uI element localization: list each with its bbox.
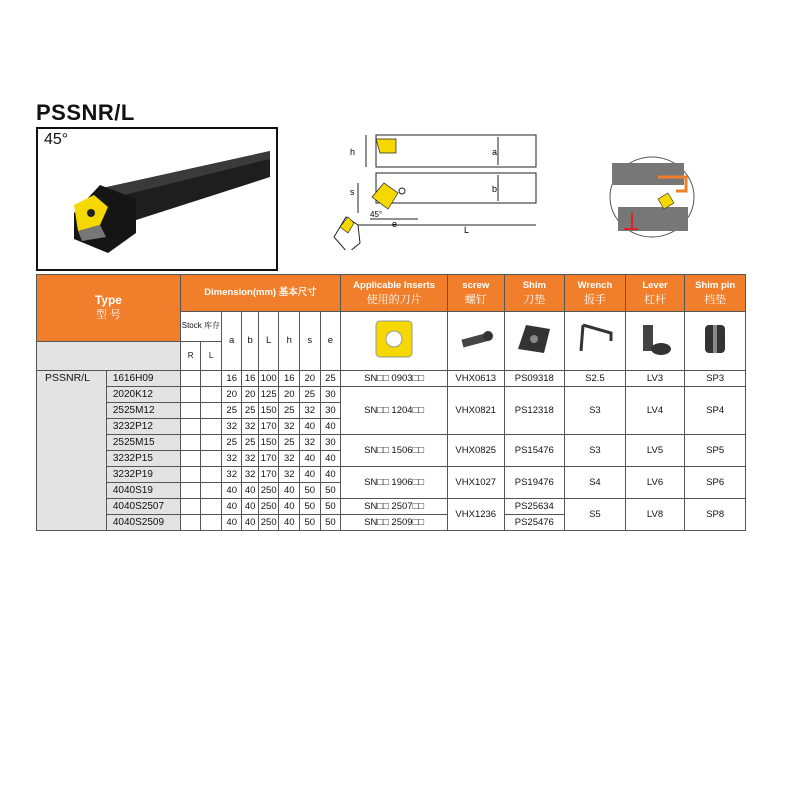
screw-header: screw 螺钉 xyxy=(448,275,505,312)
spec-table xyxy=(36,274,746,531)
table-row: 2525M15 25 25 150 25 32 30 SN□□ 1506□□ VHX0825 PS15476 S3 LV5 SP5 xyxy=(37,435,746,451)
shimpin-header: Shim pin 档垫 xyxy=(685,275,746,312)
table-row: PSSNR/L 1616H09 16 16 100 16 20 25 SN□□ 0903□□ VHX0613 PS09318 S2.5 LV3 SP3 xyxy=(37,371,746,387)
table-row: 2020K12 20 20 125 20 25 30 SN□□ 1204□□ VHX0821 PS12318 S3 LV4 SP4 xyxy=(37,387,746,403)
dim-col-b: b xyxy=(242,312,258,371)
shim-image xyxy=(504,312,565,371)
table-row: 3232P19 32 32 170 32 40 40 SN□□ 1906□□ VHX1027 PS19476 S4 LV6 SP6 xyxy=(37,467,746,483)
lever-image xyxy=(625,312,685,371)
model-cell: 1616H09 xyxy=(106,371,180,387)
label-e: e xyxy=(392,219,398,229)
dimension-header: Dimension(mm) 基本尺寸 xyxy=(180,275,340,312)
table-row: 2525M12 25 25 150 25 32 30 xyxy=(37,403,746,419)
tool-holder-illustration xyxy=(38,129,276,269)
label-angle: 45° xyxy=(370,210,383,219)
dim-col-L: L xyxy=(258,312,279,371)
label-L: L xyxy=(464,225,470,235)
stock-L: L xyxy=(201,341,222,371)
label-a: a xyxy=(492,147,498,157)
stock-header: Stock 库存 xyxy=(180,312,221,342)
label-b: b xyxy=(492,184,498,194)
table-row: 4040S2509 40 40 250 40 50 50 SN□□ 2509□□ PS25476 xyxy=(37,515,746,531)
label-s: s xyxy=(350,187,355,197)
dim-col-h: h xyxy=(279,312,300,371)
screw-image xyxy=(448,312,505,371)
stock-R: R xyxy=(180,341,201,371)
wrench-header: Wrench 扳手 xyxy=(565,275,626,312)
table-row: 4040S19 40 40 250 40 50 50 xyxy=(37,483,746,499)
table-row: 4040S2507 40 40 250 40 50 50 SN□□ 2507□□ VHX1236 PS25634 S5 LV8 SP8 xyxy=(37,499,746,515)
page-title: PSSNR/L xyxy=(36,100,135,125)
table-row: 3232P12 32 32 170 32 40 40 xyxy=(37,419,746,435)
angle-label: 45° xyxy=(44,131,69,148)
dim-col-a: a xyxy=(221,312,242,371)
product-photo xyxy=(36,127,278,271)
insert-cell: SN□□ 0903□□ xyxy=(341,371,448,387)
inserts-header: Applicable Inserts 使用的刀片 xyxy=(341,275,448,312)
wrench-image xyxy=(565,312,626,371)
dim-col-e: e xyxy=(320,312,341,371)
type-name: PSSNR/L xyxy=(37,371,107,531)
shim-header: Shim 刀垫 xyxy=(504,275,565,312)
application-inset xyxy=(606,155,702,241)
table-row: 3232P15 32 32 170 32 40 40 xyxy=(37,451,746,467)
label-h: h xyxy=(350,147,356,157)
dimension-diagram xyxy=(318,125,548,250)
dim-col-s: s xyxy=(300,312,321,371)
shimpin-image xyxy=(685,312,746,371)
lever-header: Lever 杠杆 xyxy=(625,275,685,312)
insert-image xyxy=(341,312,448,371)
type-header: Type 型 号 xyxy=(37,275,181,342)
